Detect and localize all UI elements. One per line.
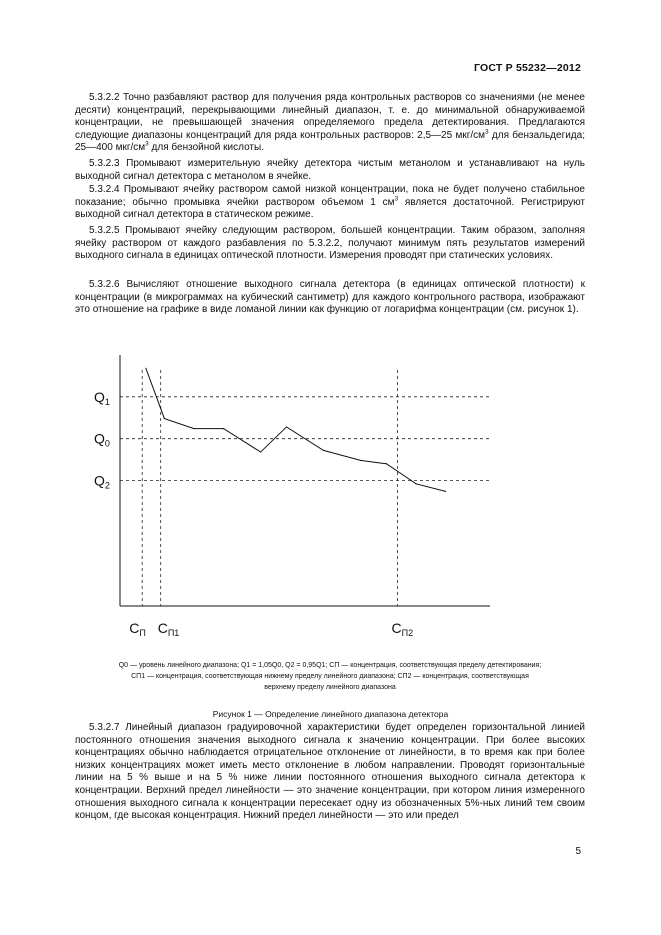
data-point (323, 450, 324, 451)
document-standard-header: ГОСТ Р 55232—2012 (473, 62, 581, 74)
legend-line-1: Q0 — уровень линейного диапазона; Q1 = 1,05Q0, Q2 = 0,95Q1; CП — концентрация, соответствующая пределу детектирования; (118, 662, 542, 669)
data-point (193, 428, 194, 429)
paragraph-5-3-2-3: 5.3.2.3 Промывают измерительную ячейку детектора чистым метанолом и устанавливают на нуль выходной сигнал детектора с метанолом в ячейке. (75, 158, 585, 182)
paragraph-5-3-2-4: 5.3.2.4 Промывают ячейку раствором самой низкой концентрации, пока не будет получено стабильное показание; обычно промывка ячейки раствором объемом 1 $см^3$ является достаточной. Регистрируют выходной сигнал детектора в статическом режиме. (75, 184, 586, 221)
ref-label-q2: $Q_2$ (94, 472, 110, 491)
data-point (260, 451, 261, 452)
page-number: 5 (575, 846, 581, 857)
data-point (145, 368, 146, 369)
legend-line-2: CП1 — концентрация, соответствующая нижнему пределу линейного диапазона; CП2 — концентрация, соответствующая (131, 673, 529, 680)
paragraph-5-3-2-7: 5.3.2.7 Линейный диапазон градуировочной характеристики будет определен горизонтальной линией постоянного отношения значения выходного сигнала к значению концентрации. При более высоких концентрациях обычно наблюдается отрицательное отклонение от линейности, в то время как при более низких концентрациях может иметь место отклонение в любом направлении. Проводят горизонтальные линии на 5 % выше и на 5 % ниже линии постоянного отношения выходного сигнала детектора к концентрации. Верхний предел линейности — это значение концентрации, при котором линия измеренного отношения выходного сигнала к концентрации пересекает одну из обозначенных 5%-ных линий тем своим концом, где высокая концентрация. Нижний предел линейности — это или предел (75, 722, 585, 822)
paragraph-5-3-2-6: 5.3.2.6 Вычисляют отношение выходного сигнала детектора (в единицах оптической плотности) к концентрации (в микрограммах на кубический сантиметр) для каждого контрольного раствора, изображают это отношение на графике в виде ломаной линии как функцию от логарифма концентрации (см. рисунок 1). (75, 279, 585, 316)
marker-label-0: $C_П$ (129, 620, 146, 638)
paragraph-5-3-2-2: 5.3.2.2 Точно разбавляют раствор для получения ряда контрольных растворов со значениями (не менее десяти) концентраций, перекрывающими линейный диапазон, т. е. до минимальной обнаруживаемой концентрации, не превышающей значения определяемого предела детектирования. Предлагаются следующие диапазоны концентраций для ряда контрольных растворов: 2,5—25 мкг/$см^3$ для бензальдегида; 25—400 мкг/$см^3$ для бензойной кислоты. (75, 92, 585, 154)
ref-label-q1: $Q_1$ (94, 388, 110, 407)
data-point (415, 483, 416, 484)
figure-caption: Рисунок 1 — Определение линейного диапазона детектора (212, 709, 449, 719)
ref-label-q0: $Q_0$ (94, 430, 110, 449)
figure-legend (50, 660, 610, 693)
data-point (386, 463, 387, 464)
marker-label-2: $C_{П2}$ (391, 620, 414, 638)
data-point (223, 428, 224, 429)
data-point (164, 418, 165, 419)
legend-line-3: верхнему пределу линейного диапазона (264, 684, 396, 691)
data-point (286, 426, 287, 427)
data-point (360, 460, 361, 461)
marker-label-1: $C_{П1}$ (157, 620, 180, 638)
data-point (445, 491, 446, 492)
series-line-0 (146, 368, 446, 491)
paragraph-5-3-2-5: 5.3.2.5 Промывают ячейку следующим раствором, большей концентрации. Таким образом, заполняя ячейку раствором от каждого разбавления по 5.3.2.2, получают минимум пять результатов измерений выходного сигнала в единицах оптической плотности. Измерения проводят при статических условиях. (75, 225, 585, 262)
